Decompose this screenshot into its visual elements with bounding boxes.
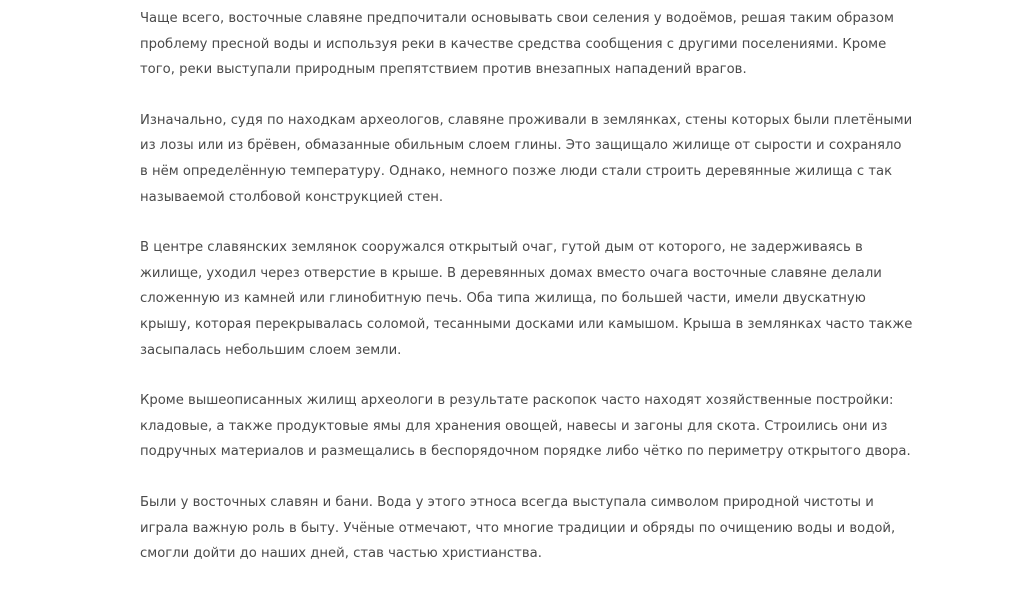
paragraph-line: крышу, которая перекрывалась соломой, тесанными досками или камышом. Крыша в землянках часто также — [140, 316, 913, 332]
paragraph-1 — [140, 6, 894, 83]
paragraph-line: Были у восточных славян и бани. Вода у этого этноса всегда выступала символом природной чистоты и — [140, 494, 874, 510]
paragraph-line: жилище, уходил через отверстие в крыше. В деревянных домах вместо очага восточные славяне делали — [140, 265, 882, 281]
paragraph-line: играла важную роль в быту. Учёные отмечают, что многие традиции и обряды по очищению воды и водой, — [140, 520, 896, 536]
paragraph-5 — [140, 490, 896, 567]
paragraph-line: в нём определённую температуру. Однако, немного позже люди стали строить деревянные жилища с так — [140, 163, 893, 179]
paragraph-line: называемой столбовой конструкцией стен. — [140, 189, 444, 205]
article-body — [140, 6, 913, 592]
paragraph-4 — [140, 388, 911, 465]
paragraph-line: засыпалась небольшим слоем земли. — [140, 342, 402, 358]
paragraph-line: В центре славянских землянок сооружался открытый очаг, гутой дым от которого, не задерживаясь в — [140, 240, 863, 256]
paragraph-line: смогли дойти до наших дней, став частью христианства. — [140, 546, 542, 562]
paragraph-3 — [140, 235, 913, 363]
paragraph-2 — [140, 108, 913, 210]
paragraph-line: сложенную из камней или глинобитную печь. Оба типа жилища, по большей части, имели двускатную — [140, 291, 866, 307]
paragraph-line: Кроме вышеописанных жилищ археологи в результате раскопок часто находят хозяйственные постройки: — [140, 393, 894, 409]
paragraph-line: Изначально, судя по находкам археологов, славяне проживали в землянках, стены которых были плетёными — [140, 112, 913, 128]
paragraph-line: проблему пресной воды и используя реки в качестве средства сообщения с другими поселениями. Кроме — [140, 36, 887, 52]
paragraph-line: кладовые, а также продуктовые ямы для хранения овощей, навесы и загоны для скота. Строились они из — [140, 418, 888, 434]
paragraph-line: Чаще всего, восточные славяне предпочитали основывать свои селения у водоёмов, решая таким образом — [140, 11, 894, 26]
paragraph-line: подручных материалов и размещались в беспорядочном порядке либо чётко по периметру открытого двора. — [140, 444, 911, 460]
paragraph-line: из лозы или из брёвен, обмазанные обильным слоем глины. Это защищало жилище от сырости и сохраняло — [140, 138, 902, 154]
paragraph-line: того, реки выступали природным препятствием против внезапных нападений врагов. — [140, 62, 747, 78]
